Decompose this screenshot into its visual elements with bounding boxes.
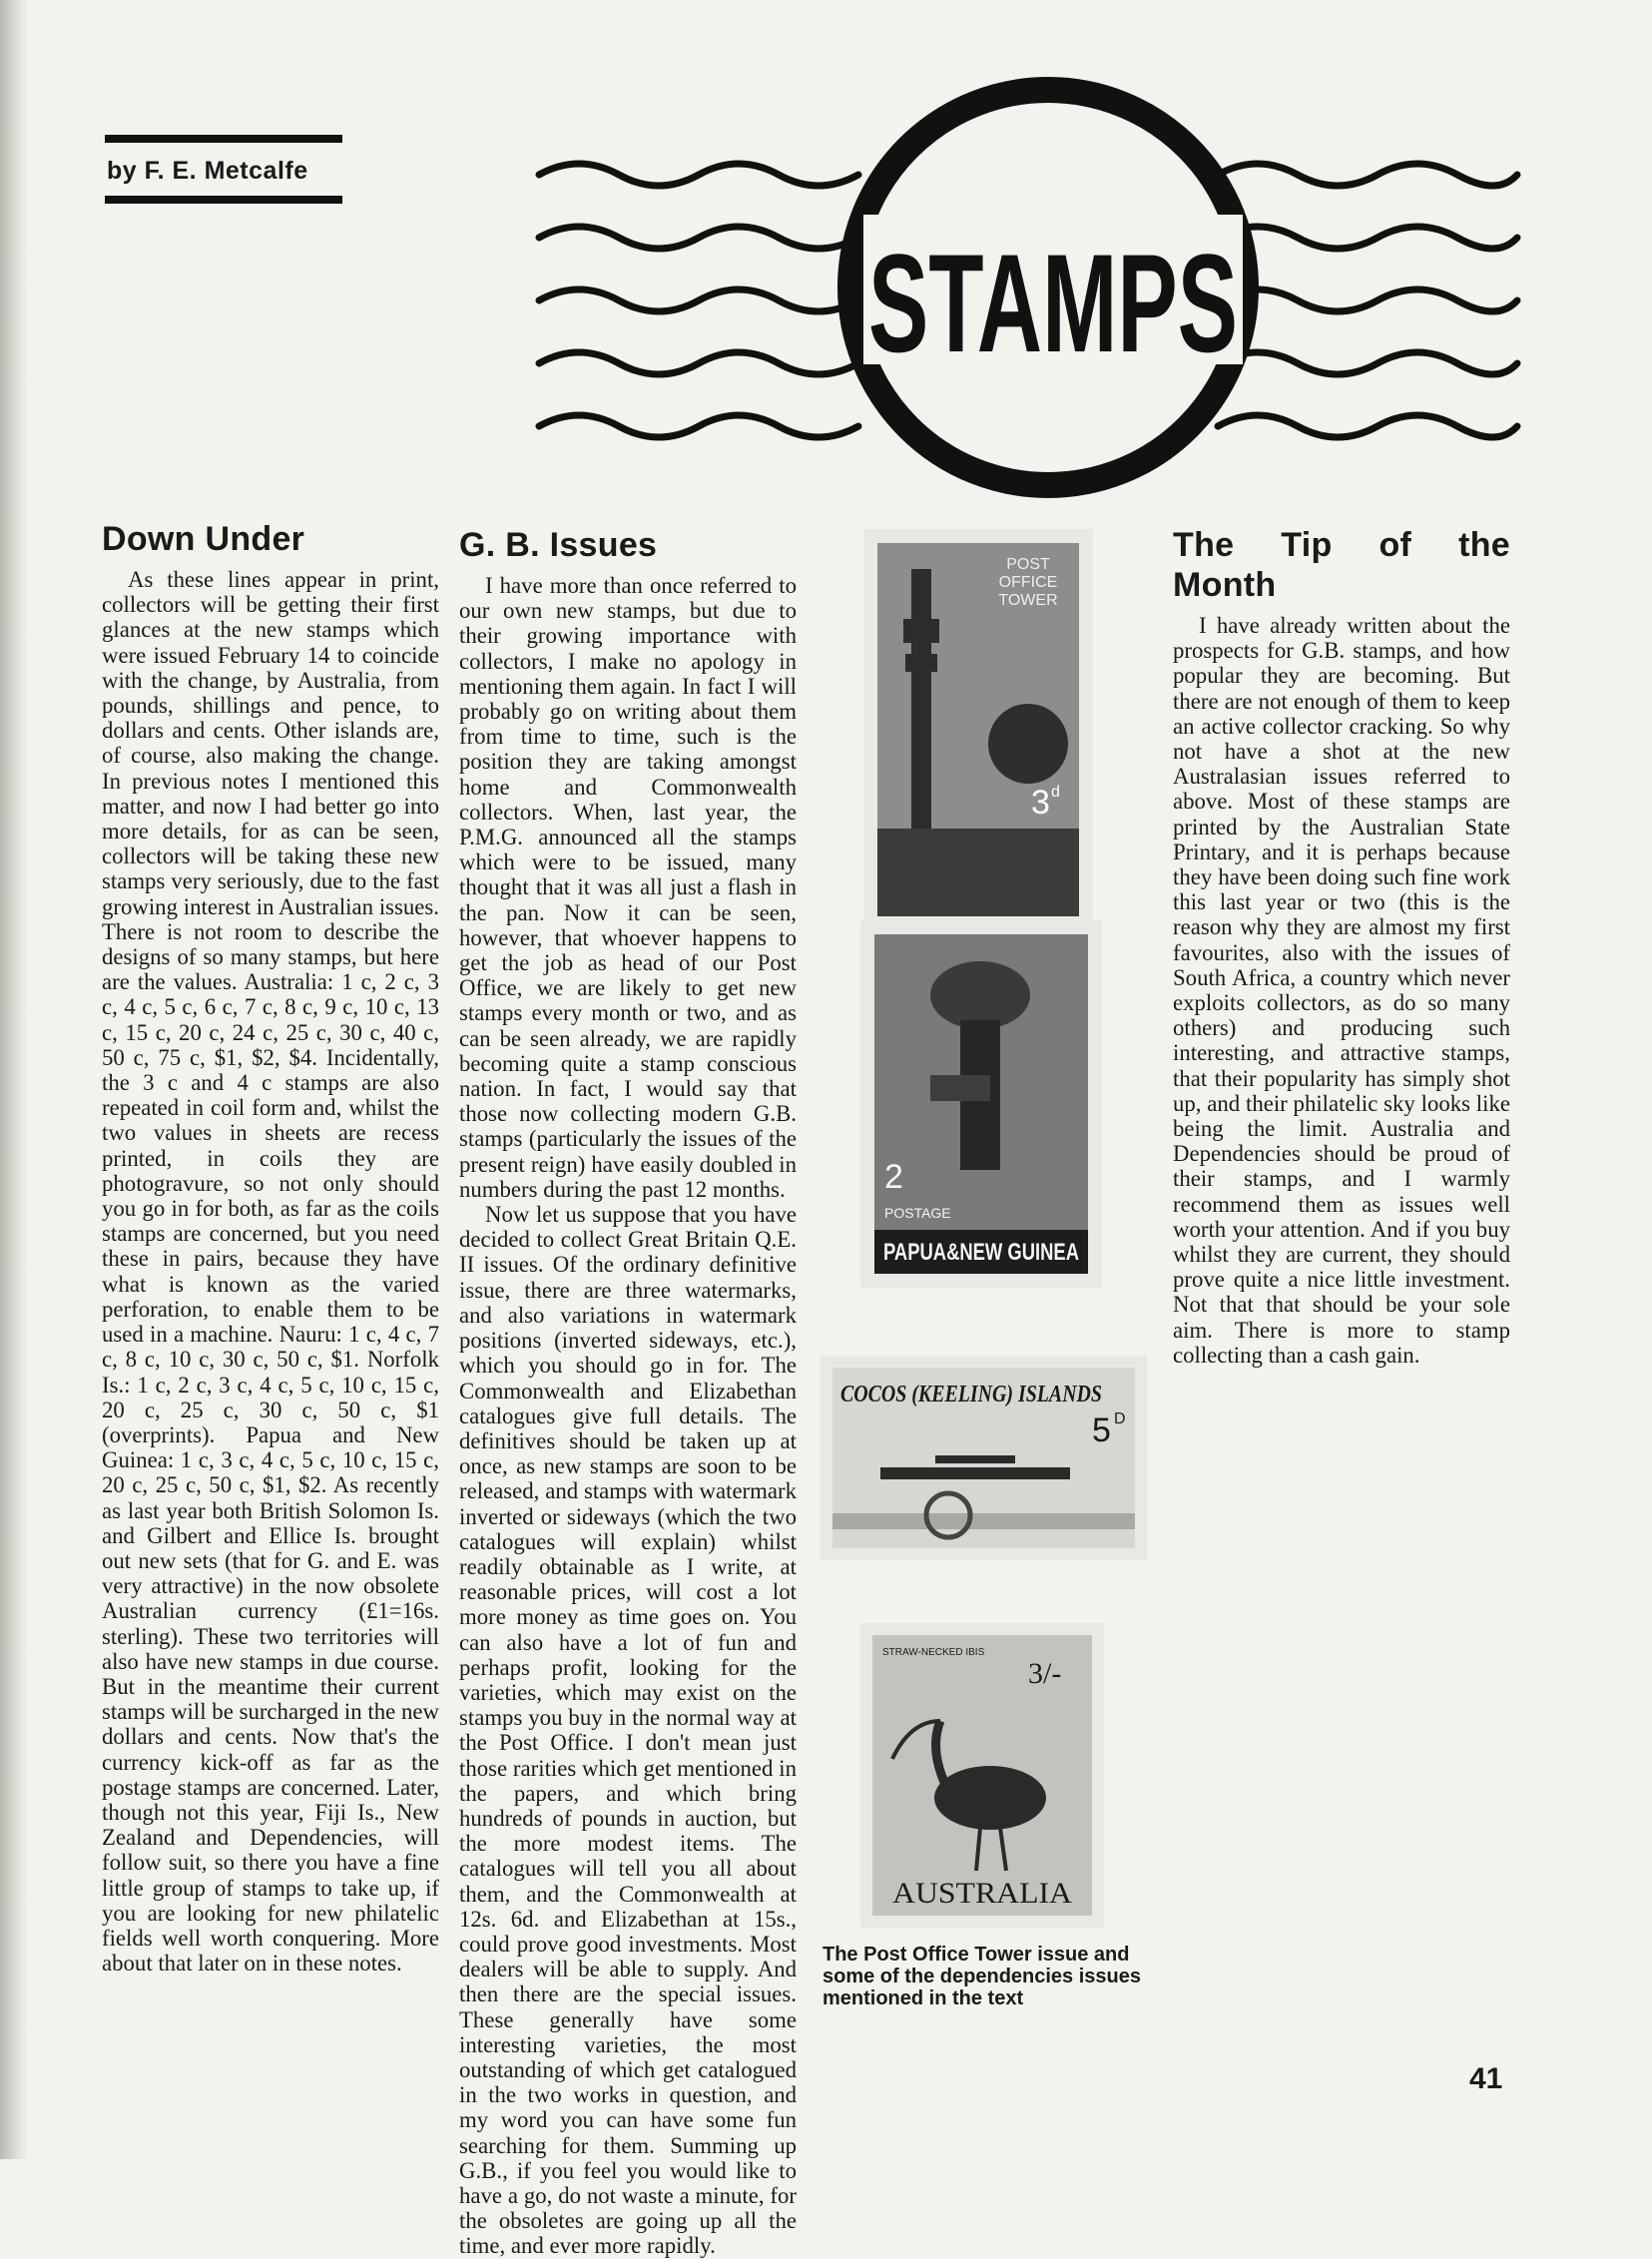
tower-crown xyxy=(905,654,937,672)
postmark-masthead xyxy=(519,60,1517,539)
byline-block xyxy=(105,135,342,204)
cocos-stamp-country: COCOS (KEELING) ISLANDS xyxy=(840,1382,1102,1408)
column-2 xyxy=(459,525,797,2259)
wavy-line-8 xyxy=(1218,289,1517,311)
tower-stamp-value: 3 xyxy=(1031,784,1050,822)
byline-top-rule xyxy=(105,135,342,143)
gb-issues-paragraph-2: Now let us suppose that you have decided to collect Great Britain Q.E. II issues. Of the ordinary definitive issue, there are three watermarks, and also variations in watermark positions (inverted sideways, etc.), which you should go in for. The Commonwealth and Elizabethan catalogues give full details. The definitives should be taken up at once, as new stamps are soon to be released, and stamps with watermark inverted or sideways (which the two catalogues will explain) whilst readily obtainable as I write, at reasonable prices, will cost a lot more money as time goes on. You can also have a lot of fun and perhaps profit, looking for the varieties, which may exist on the stamps you buy in the normal way at the Post Office. I don't mean just those rarities which get mentioned in the papers, and which bring hundreds of pounds in auction, but the more modest items. The catalogues will tell you all about them, and the Commonwealth at 12s. 6d. and Elizabethan at 15s., could prove good investments. Most dealers will be able to supply. And then there are the special issues. These generally have some interesting varieties, the most outstanding of which get catalogued in the two works in question, and my word you can have some fun searching for them. Summing up G.B., if you feel you would like to have a go, do not waste a minute, for the obsoletes are going up all the time, and ever more rapidly. xyxy=(459,1202,797,2259)
wavy-line-1 xyxy=(539,164,858,186)
australia-stamp-species: STRAW-NECKED IBIS xyxy=(882,1647,985,1658)
cocos-stamp-value-sup: D xyxy=(1114,1411,1126,1427)
tip-of-the-month-paragraph: I have already written about the prospects for G.B. stamps, and how popular they are becoming. But there are not enough of them to keep an active collector cracking. So why not have a shot at the new Australasian issues referred to above. Most of these stamps are printed by the Australian State Printary, and it is perhaps because they have been doing such fine work this last year or two (this is the reason why they are almost my first favourites, also with the issues of South Africa, a country which never exploits collectors, as do so many others) and producing such interesting, and attractive stamps, that their popularity has simply shot up, and their philatelic sky looks like being the limit. Australia and Dependencies should be proud of their stamps, and I warmly recommend them as issues well worth your attention. And if you buy whilst they are current, they should prove quite a nice little investment. Not that that should be your sole aim. There is more to stamp collecting than a cash gain. xyxy=(1173,613,1510,1368)
aircraft-wing xyxy=(935,1455,1015,1463)
wavy-line-5 xyxy=(539,415,858,437)
byline-bottom-rule xyxy=(105,196,342,204)
down-under-paragraph: As these lines appear in print, collectors will be getting their first glances at the new stamps which were issued February 14 to coincide with the change, by Australia, from pounds, shillings and pence, to dollars and cents. Other islands are, of course, also making the change. In previous notes I mentioned this matter, and now I had better go into more details, for as can be seen, collectors will be taking these new stamps very seriously, due to the fast growing interest in Australian issues. There is not room to describe the designs of so many stamps, but here are the values. Australia: 1 c, 2 c, 3 c, 4 c, 5 c, 6 c, 7 c, 8 c, 9 c, 10 c, 13 c, 15 c, 20 c, 24 c, 25 c, 30 c, 40 c, 50 c, 75 c, $1, $2, $4. Incidentally, the 3 c and 4 c stamps are also repeated in coil form and, whilst the two values in sheets are recess printed, in coils they are photogravure, so not only should you go in for both, as far as the coils stamps are concerned, but you need these in pairs, because they have what is known as the varied perforation, to enable them to be used in a machine. Nauru: 1 c, 4 c, 7 c, 8 c, 10 c, 30 c, 50 c, $1. Norfolk Is.: 1 c, 2 c, 3 c, 4 c, 5 c, 10 c, 15 c, 20 c, 25 c, 30 c, 50 c, $1 (overprints). Papua and New Guinea: 1 c, 3 c, 4 c, 5 c, 10 c, 15 c, 20 c, 25 c, 50 c, $1, $2. As recently as last year both British Solomon Is. and Gilbert and Ellice Is. brought out new sets (that for G. and E. was very attractive) in the now obsolete Australian currency (£1=16s. sterling). These two territories will also have new stamps in due course. But in the meantime their current stamps will be surcharged in the new dollars and cents. Now that's the currency kick-off as far as the postage stamps are concerned. Later, though not this year, Fiji Is., New Zealand and Dependencies, will follow suit, so there you have a fine little group of stamps to take up, if you are looking for new philatelic fields well worth conquering. More about that later on in these notes. xyxy=(102,567,439,1977)
australia-stamp-value: 3/- xyxy=(1028,1657,1062,1690)
section-heading-gb-issues: G. B. Issues xyxy=(459,526,658,564)
section-heading-down-under: Down Under xyxy=(102,520,305,558)
photo-caption: The Post Office Tower issue and some of the dependencies issues mentioned in the text xyxy=(823,1944,1141,2009)
wavy-line-6 xyxy=(1218,164,1517,186)
gb-issues-paragraph-1: I have more than once referred to our own new stamps, but due to their growing importance with collectors, I make no apology in mentioning them again. In fact I will probably go on writing about them from time to time, such is the position they are taking amongst home and Commonwealth collectors. When, last year, the P.M.G. announced all the stamps which were to be issued, many thought that it was all just a flash in the pan. Now it can be seen, however, that whoever happens to get the job as head of our Post Office, we are likely to get new stamps every month or two, and as can be seen already, we are rapidly becoming quite a stamp conscious nation. In fact, I would say that those now collecting modern G.B. stamps (particularly the issues of the present reign) have easily doubled in numbers during the past 12 months. xyxy=(459,573,797,1202)
wavy-line-4 xyxy=(539,352,858,374)
wavy-line-3 xyxy=(539,289,858,311)
tower-stamp-label: TOWER xyxy=(998,592,1058,609)
dancer-headdress xyxy=(930,961,1030,1029)
dancer-drum xyxy=(930,1075,990,1101)
stamp-papua-new-guinea xyxy=(860,920,1102,1288)
png-stamp-postage: POSTAGE xyxy=(884,1205,951,1221)
wavy-line-10 xyxy=(1218,415,1517,437)
png-stamp-value: 2 xyxy=(884,1158,903,1196)
tower-shaft xyxy=(911,569,931,868)
png-stamp-country: PAPUA&NEW GUINEA xyxy=(883,1239,1079,1266)
runway-strip xyxy=(832,1513,1135,1529)
australia-stamp-country: AUSTRALIA xyxy=(892,1877,1073,1910)
cocos-stamp-value: 5 xyxy=(1092,1412,1111,1449)
queen-portrait xyxy=(988,704,1068,784)
tower-crown xyxy=(903,619,939,643)
stamp-australia-ibis xyxy=(860,1623,1104,1928)
page-number: 41 xyxy=(1469,2062,1503,2095)
masthead-title: STAMPS xyxy=(868,225,1238,381)
stamp-cocos-keeling-islands xyxy=(821,1356,1147,1560)
column-1 xyxy=(102,519,439,1976)
wavy-line-9 xyxy=(1218,352,1517,374)
stamp-post-office-tower xyxy=(863,529,1093,930)
ibis-body xyxy=(934,1766,1046,1830)
tower-stamp-label: POST xyxy=(1006,556,1050,573)
tower-stamp-label: OFFICE xyxy=(998,574,1058,591)
aircraft-fuselage xyxy=(880,1467,1070,1479)
column-4 xyxy=(1173,525,1510,1368)
wavy-line-2 xyxy=(539,227,858,249)
wavy-line-7 xyxy=(1218,227,1517,249)
city-buildings xyxy=(877,829,1079,916)
section-heading-tip-of-the-month: The Tip of the Month xyxy=(1173,526,1510,604)
book-spine-shadow xyxy=(0,0,28,2159)
tower-stamp-value-sup: d xyxy=(1051,784,1060,801)
byline: by F. E. Metcalfe xyxy=(107,157,308,185)
